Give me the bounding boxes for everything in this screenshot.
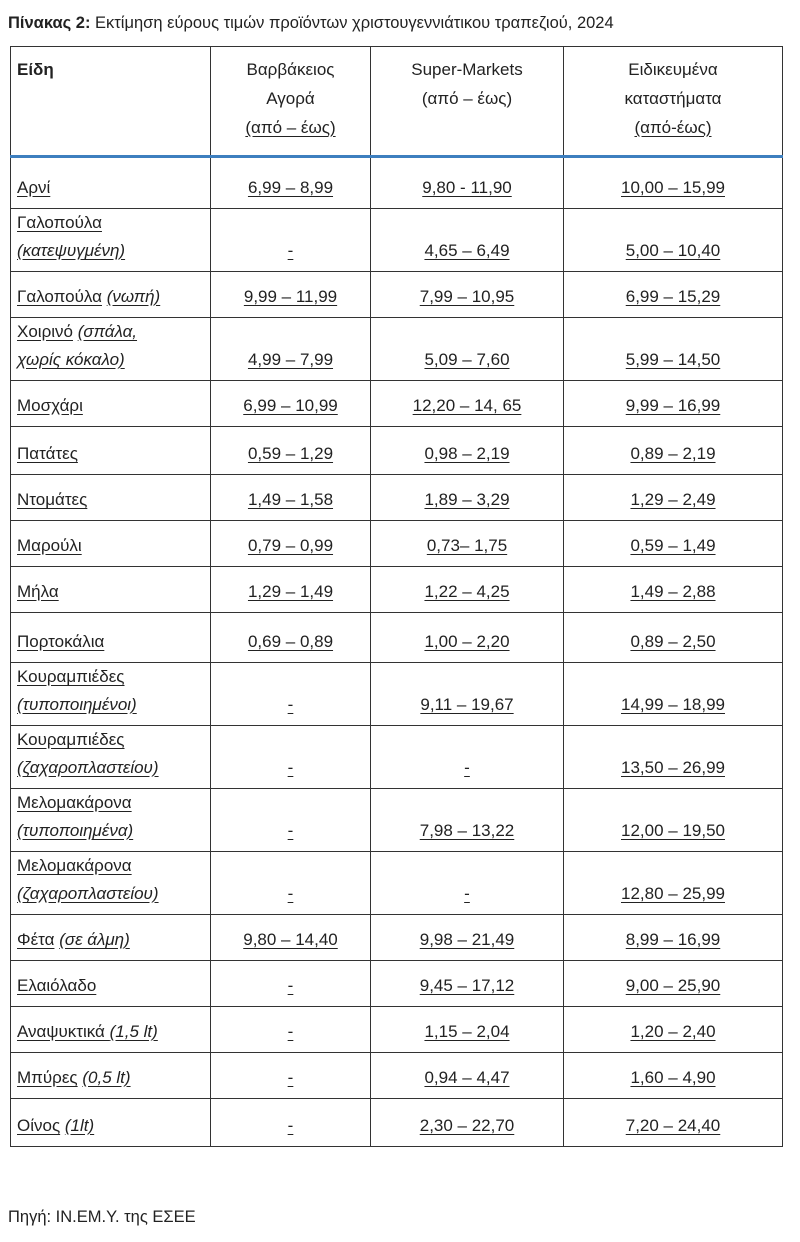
item-name: Φέτα xyxy=(17,930,55,949)
varvakeios-price-cell xyxy=(211,663,371,726)
item-note: (σε άλμη) xyxy=(59,930,130,949)
supermarkets-price: 9,45 – 17,12 xyxy=(419,976,515,995)
item-name: Πατάτες xyxy=(17,444,78,463)
table-row xyxy=(11,1099,783,1147)
table-row xyxy=(11,726,783,789)
specialized-price: 1,20 – 2,40 xyxy=(630,1022,716,1041)
supermarkets-price: 0,98 – 2,19 xyxy=(424,444,510,463)
varvakeios-price-cell xyxy=(211,915,371,961)
supermarkets-price-cell xyxy=(371,521,564,567)
supermarkets-price: 4,65 – 6,49 xyxy=(424,241,510,260)
item-name: Αρνί xyxy=(17,178,51,197)
varvakeios-price-cell xyxy=(211,272,371,318)
varvakeios-price-cell xyxy=(211,381,371,427)
specialized-price-cell xyxy=(564,427,783,475)
item-name: Γαλοπούλα xyxy=(17,213,102,232)
item-name: Μήλα xyxy=(17,582,59,601)
item-name: Μπύρες xyxy=(17,1068,78,1087)
supermarkets-price: 5,09 – 7,60 xyxy=(424,350,510,369)
supermarkets-price: 1,22 – 4,25 xyxy=(424,582,510,601)
table-row xyxy=(11,1053,783,1099)
item-note: (ζαχαροπλαστείου) xyxy=(17,758,159,777)
specialized-price-cell xyxy=(564,915,783,961)
table-row xyxy=(11,381,783,427)
supermarkets-price: 1,00 – 2,20 xyxy=(424,632,510,651)
supermarkets-price-cell xyxy=(371,209,564,272)
supermarkets-price-cell xyxy=(371,1099,564,1147)
item-name: Αναψυκτικά xyxy=(17,1022,110,1041)
specialized-price-cell xyxy=(564,852,783,915)
table-row xyxy=(11,427,783,475)
item-name: Κουραμπιέδες xyxy=(17,730,125,749)
table-title: Εκτίμηση εύρους τιμών προϊόντων χριστουγεννιάτικου τραπεζιού, 2024 xyxy=(90,14,614,32)
item-name-cell xyxy=(11,567,211,613)
table-row xyxy=(11,961,783,1007)
item-name-cell xyxy=(11,318,211,381)
supermarkets-price-cell xyxy=(371,475,564,521)
varvakeios-price-cell xyxy=(211,1099,371,1147)
item-note: (σπάλα, xyxy=(77,322,138,341)
varvakeios-price-cell xyxy=(211,427,371,475)
specialized-price: 9,00 – 25,90 xyxy=(625,976,721,995)
item-note: (νωπή) xyxy=(106,287,161,306)
varvakeios-price-cell xyxy=(211,521,371,567)
specialized-price-cell xyxy=(564,1053,783,1099)
specialized-price-cell xyxy=(564,521,783,567)
item-name: Μελομακάρονα xyxy=(17,856,132,875)
specialized-price: 7,20 – 24,40 xyxy=(625,1116,721,1135)
varvakeios-price-cell xyxy=(211,475,371,521)
header-supermarkets: Super-Markets (από – έως) xyxy=(371,47,564,157)
item-name: Μαρούλι xyxy=(17,536,82,555)
item-note: (1,5 lt) xyxy=(109,1022,158,1041)
supermarkets-price-cell xyxy=(371,157,564,209)
item-name: Μοσχάρι xyxy=(17,396,83,415)
item-name-cell xyxy=(11,381,211,427)
varvakeios-price-cell xyxy=(211,726,371,789)
supermarkets-price: 12,20 – 14, 65 xyxy=(412,396,522,415)
supermarkets-price-cell xyxy=(371,272,564,318)
specialized-price-cell xyxy=(564,157,783,209)
varvakeios-price: 4,99 – 7,99 xyxy=(247,350,334,369)
supermarkets-price: 9,98 – 21,49 xyxy=(419,930,515,949)
item-name-cell xyxy=(11,961,211,1007)
item-note: (τυποποιημένα) xyxy=(17,821,134,840)
item-name-cell xyxy=(11,157,211,209)
specialized-price: 1,60 – 4,90 xyxy=(630,1068,716,1087)
varvakeios-price: - xyxy=(287,1022,294,1041)
table-number: Πίνακας 2: xyxy=(8,14,91,32)
specialized-price-cell xyxy=(564,663,783,726)
supermarkets-price-cell xyxy=(371,852,564,915)
item-note: (1lt) xyxy=(64,1116,95,1135)
varvakeios-price: - xyxy=(287,884,294,903)
table-row xyxy=(11,915,783,961)
supermarkets-price-cell xyxy=(371,381,564,427)
item-name-cell xyxy=(11,272,211,318)
header-items: Είδη xyxy=(11,47,211,157)
header-varvakeios: Βαρβάκειος Αγορά (από – έως) xyxy=(211,47,371,157)
table-row xyxy=(11,1007,783,1053)
item-name-cell xyxy=(11,1053,211,1099)
varvakeios-price: 1,29 – 1,49 xyxy=(247,582,334,601)
varvakeios-price: 9,80 – 14,40 xyxy=(243,930,338,949)
table-caption xyxy=(8,14,792,33)
varvakeios-price: 1,49 – 1,58 xyxy=(247,490,334,509)
varvakeios-price: - xyxy=(287,695,294,714)
specialized-price-cell xyxy=(564,613,783,663)
item-name-cell xyxy=(11,726,211,789)
varvakeios-price-cell xyxy=(211,157,371,209)
item-name-cell xyxy=(11,789,211,852)
item-name-cell xyxy=(11,1099,211,1147)
table-row xyxy=(11,663,783,726)
specialized-price: 5,99 – 14,50 xyxy=(625,350,721,369)
specialized-price-cell xyxy=(564,726,783,789)
varvakeios-price: - xyxy=(287,241,294,260)
specialized-price: 12,00 – 19,50 xyxy=(621,821,725,840)
supermarkets-price-cell xyxy=(371,789,564,852)
varvakeios-price-cell xyxy=(211,1053,371,1099)
table-row xyxy=(11,613,783,663)
price-table xyxy=(10,46,783,1147)
price-table-body xyxy=(11,157,783,1147)
supermarkets-price-cell xyxy=(371,1053,564,1099)
supermarkets-price-cell xyxy=(371,915,564,961)
supermarkets-price-cell xyxy=(371,567,564,613)
varvakeios-price: - xyxy=(287,1068,294,1087)
header-specialized: Ειδικευμένα καταστήματα (από-έως) xyxy=(564,47,783,157)
specialized-price-cell xyxy=(564,381,783,427)
supermarkets-price-cell xyxy=(371,726,564,789)
specialized-price: 9,99 – 16,99 xyxy=(625,396,721,415)
specialized-price-cell xyxy=(564,1007,783,1053)
table-row xyxy=(11,318,783,381)
varvakeios-price: - xyxy=(287,1116,294,1135)
item-name: Κουραμπιέδες xyxy=(17,667,125,686)
supermarkets-price: 2,30 – 22,70 xyxy=(419,1116,515,1135)
item-name-cell xyxy=(11,427,211,475)
varvakeios-price-cell xyxy=(211,209,371,272)
specialized-price: 0,89 – 2,50 xyxy=(630,632,716,651)
supermarkets-price-cell xyxy=(371,318,564,381)
specialized-price: 10,00 – 15,99 xyxy=(621,178,725,197)
specialized-price-cell xyxy=(564,567,783,613)
specialized-price-cell xyxy=(564,1099,783,1147)
supermarkets-price-cell xyxy=(371,613,564,663)
item-name-cell xyxy=(11,209,211,272)
item-name: Γαλοπούλα xyxy=(17,287,102,306)
table-row xyxy=(11,209,783,272)
item-note: (ζαχαροπλαστείου) xyxy=(17,884,159,903)
item-note: (κατεψυγμένη) xyxy=(17,241,126,260)
item-name: Ντομάτες xyxy=(17,490,88,509)
varvakeios-price: - xyxy=(287,821,294,840)
specialized-price-cell xyxy=(564,209,783,272)
item-name-cell xyxy=(11,613,211,663)
item-name: Οίνος xyxy=(17,1116,61,1135)
varvakeios-price-cell xyxy=(211,961,371,1007)
varvakeios-price-cell xyxy=(211,789,371,852)
table-row xyxy=(11,157,783,209)
specialized-price: 14,99 – 18,99 xyxy=(621,695,725,714)
supermarkets-price: - xyxy=(464,758,470,777)
varvakeios-price-cell xyxy=(211,318,371,381)
item-name: Χοιρινό xyxy=(17,322,73,341)
supermarkets-price: 1,89 – 3,29 xyxy=(424,490,510,509)
item-name-cell xyxy=(11,915,211,961)
varvakeios-price-cell xyxy=(211,1007,371,1053)
specialized-price-cell xyxy=(564,475,783,521)
varvakeios-price-cell xyxy=(211,852,371,915)
table-row xyxy=(11,789,783,852)
varvakeios-price: - xyxy=(287,758,294,777)
specialized-price-cell xyxy=(564,789,783,852)
item-name: Ελαιόλαδο xyxy=(17,976,97,995)
varvakeios-price: - xyxy=(287,976,294,995)
supermarkets-price-cell xyxy=(371,427,564,475)
item-name-cell xyxy=(11,852,211,915)
supermarkets-price: 7,98 – 13,22 xyxy=(419,821,515,840)
specialized-price: 8,99 – 16,99 xyxy=(625,930,721,949)
table-row xyxy=(11,272,783,318)
specialized-price: 13,50 – 26,99 xyxy=(621,758,725,777)
table-row xyxy=(11,852,783,915)
supermarkets-price: 9,80 - 11,90 xyxy=(422,178,512,197)
item-name-cell xyxy=(11,1007,211,1053)
specialized-price: 1,29 – 2,49 xyxy=(630,490,716,509)
supermarkets-price-cell xyxy=(371,961,564,1007)
item-note: (0,5 lt) xyxy=(82,1068,131,1087)
source-note: Πηγή: ΙΝ.ΕΜ.Υ. της ΕΣΕΕ xyxy=(8,1208,196,1226)
specialized-price-cell xyxy=(564,272,783,318)
specialized-price: 12,80 – 25,99 xyxy=(621,884,725,903)
item-name: Πορτοκάλια xyxy=(17,632,105,651)
varvakeios-price: 0,79 – 0,99 xyxy=(247,536,334,555)
specialized-price: 0,59 – 1,49 xyxy=(630,536,716,555)
specialized-price: 5,00 – 10,40 xyxy=(625,241,721,260)
varvakeios-price-cell xyxy=(211,613,371,663)
specialized-price-cell xyxy=(564,318,783,381)
item-name-cell xyxy=(11,521,211,567)
varvakeios-price: 6,99 – 10,99 xyxy=(243,396,338,415)
specialized-price: 6,99 – 15,29 xyxy=(625,287,721,306)
header-row xyxy=(11,47,783,157)
specialized-price: 1,49 – 2,88 xyxy=(630,582,716,601)
supermarkets-price: 0,94 – 4,47 xyxy=(424,1068,510,1087)
table-row xyxy=(11,475,783,521)
specialized-price: 0,89 – 2,19 xyxy=(630,444,716,463)
item-note: (τυποποιημένοι) xyxy=(17,695,137,714)
varvakeios-price: 0,59 – 1,29 xyxy=(247,444,334,463)
varvakeios-price: 9,99 – 11,99 xyxy=(243,287,338,306)
supermarkets-price: - xyxy=(464,884,470,903)
varvakeios-price: 6,99 – 8,99 xyxy=(247,178,334,197)
table-row xyxy=(11,567,783,613)
supermarkets-price-cell xyxy=(371,663,564,726)
supermarkets-price: 1,15 – 2,04 xyxy=(424,1022,510,1041)
supermarkets-price: 9,11 – 19,67 xyxy=(420,695,514,714)
item-name-cell xyxy=(11,475,211,521)
supermarkets-price-cell xyxy=(371,1007,564,1053)
table-row xyxy=(11,521,783,567)
supermarkets-price: 7,99 – 10,95 xyxy=(419,287,515,306)
varvakeios-price: 0,69 – 0,89 xyxy=(247,632,334,651)
varvakeios-price-cell xyxy=(211,567,371,613)
specialized-price-cell xyxy=(564,961,783,1007)
item-name: Μελομακάρονα xyxy=(17,793,132,812)
item-name-cell xyxy=(11,663,211,726)
item-note: χωρίς κόκαλο) xyxy=(17,350,125,369)
supermarkets-price: 0,73– 1,75 xyxy=(426,536,508,555)
